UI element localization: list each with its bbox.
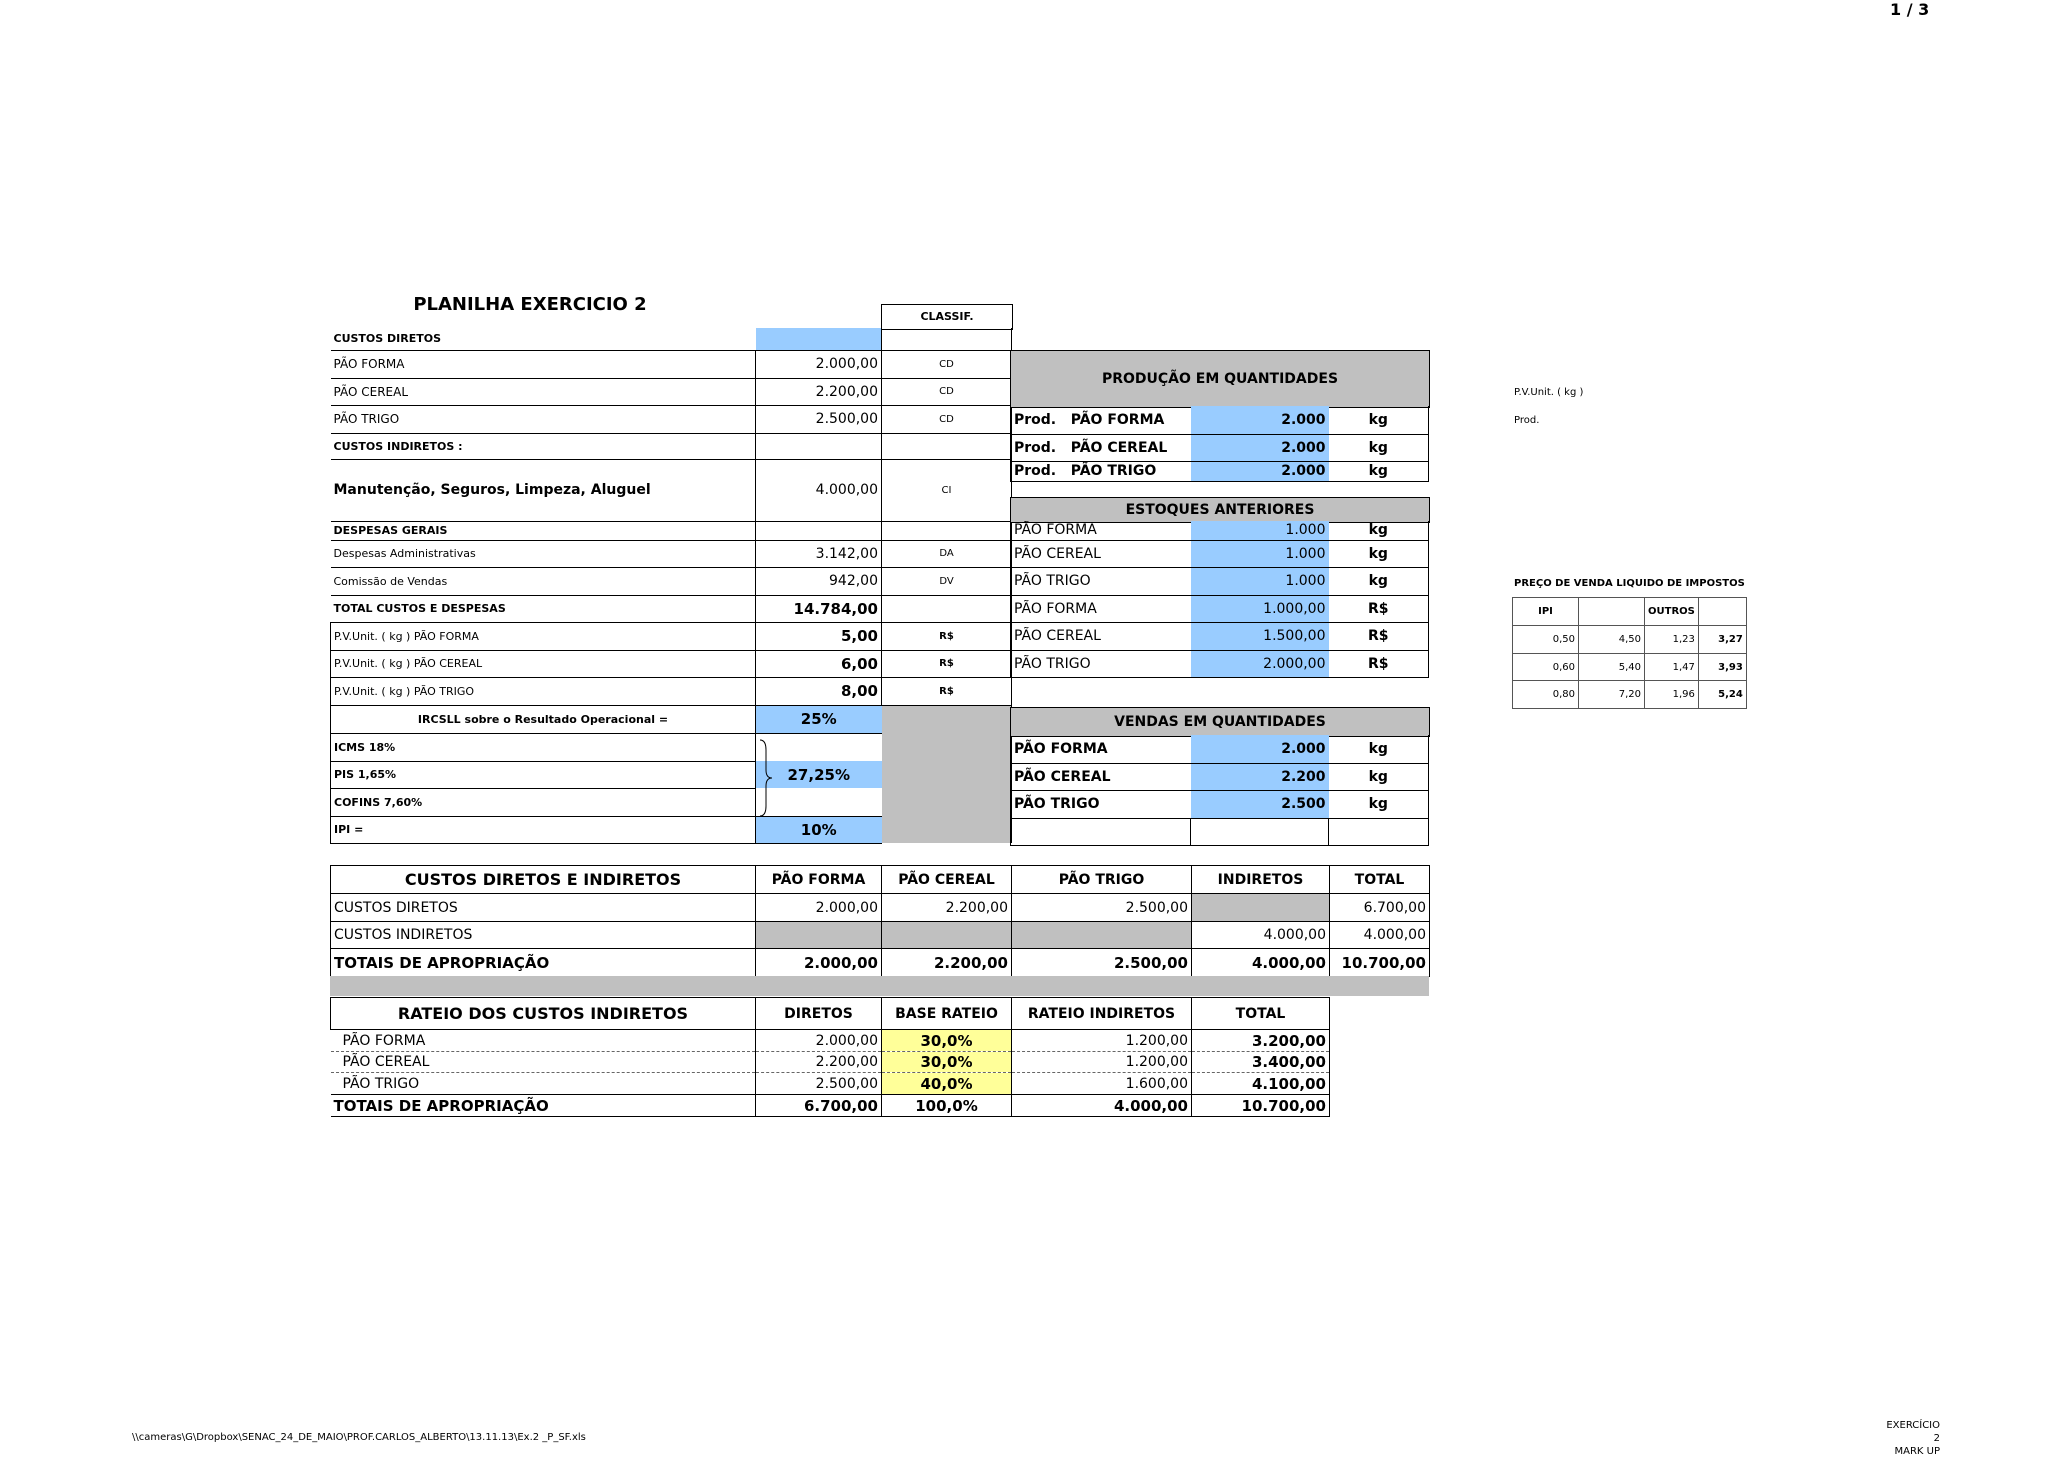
value: 1.000 [1191,521,1329,540]
label: PÃO FORMA [1011,735,1191,763]
row-pv-trigo [331,677,1012,705]
value: 1.500,00 [1191,622,1329,650]
unit: kg [1329,540,1429,567]
cell: 2.000,00 [756,1030,882,1052]
cell: 4.000,00 [1192,922,1330,949]
row-total [331,595,1012,622]
side-prod: Prod. [1514,415,1540,426]
product: PÃO CEREAL [1070,439,1168,456]
label: PÃO TRIGO [1011,650,1191,677]
value: 1.000 [1191,540,1329,567]
unit: R$ [1329,650,1429,677]
estoques-row [1011,595,1429,622]
side-pv-unit: P.V.Unit. ( kg ) [1514,387,1584,398]
producao-row [1011,434,1429,461]
preco-venda-table [1512,597,1747,709]
header-outros: OUTROS [1645,598,1699,626]
cell: 1,47 [1645,654,1699,681]
value: 2.000 [1191,735,1329,763]
preco-row [1513,626,1747,654]
cell: 2.500,00 [1012,949,1192,977]
cell: 1,23 [1645,626,1699,654]
value: 2.200,00 [756,378,882,405]
unit: kg [1329,406,1429,434]
row-ircsll [331,705,1012,733]
label: PÃO TRIGO [1011,567,1191,595]
estoques-row [1011,540,1429,567]
cell [1192,894,1330,922]
label: PÃO FORMA [1011,521,1191,540]
header: PÃO CEREAL [882,866,1012,894]
value: 1.000 [1191,567,1329,595]
label: COFINS 7,60% [331,788,756,816]
cell [882,922,1012,949]
estoques-row [1011,650,1429,677]
product: PÃO FORMA [1070,411,1165,428]
cell: 1.200,00 [1012,1030,1192,1052]
label [1011,406,1191,434]
unit: R$ [882,677,1012,705]
cdi-total-row [331,949,1430,977]
blank-cell [882,595,1012,622]
row-custos-diretos [331,328,1012,350]
label: TOTAIS DE APROPRIAÇÃO [331,949,756,977]
blank-cell [756,328,882,350]
header: PÃO FORMA [756,866,882,894]
prefix: Prod. [1014,411,1057,428]
cell: 2.000,00 [756,894,882,922]
row-comissao [331,567,1012,595]
blank-cell [882,433,1012,459]
label: PÃO CEREAL [331,378,756,405]
rateio-row [331,1073,1330,1095]
label: CUSTOS DIRETOS [331,328,756,350]
label: TOTAL CUSTOS E DESPESAS [331,595,756,622]
label: ICMS 18% [331,733,756,761]
cell: 100,0% [882,1095,1012,1117]
classif: DV [882,567,1012,595]
preco-row [1513,654,1747,681]
label [1011,434,1191,461]
classif: CD [882,378,1012,405]
preco-venda-title: PREÇO DE VENDA LIQUIDO DE IMPOSTOS [1514,578,1745,589]
cell: 10.700,00 [1330,949,1430,977]
cell: 5,40 [1579,654,1645,681]
header: RATEIO DOS CUSTOS INDIRETOS [331,998,756,1030]
value: 10% [756,816,882,843]
value: 5,00 [756,622,882,650]
value: 8,00 [756,677,882,705]
row-pao-cereal [331,378,1012,405]
cdi-row [331,894,1430,922]
cell: 2.200,00 [882,894,1012,922]
value: 1.000,00 [1191,595,1329,622]
label: PÃO CEREAL [1011,763,1191,790]
label: Comissão de Vendas [331,567,756,595]
unit: kg [1329,735,1429,763]
value: 2.500,00 [756,405,882,433]
unit: R$ [1329,595,1429,622]
value: 6,00 [756,650,882,677]
row-pao-trigo [331,405,1012,433]
label: P.V.Unit. ( kg ) PÃO TRIGO [331,677,756,705]
preco-header-row [1513,598,1747,626]
estoques-row [1011,622,1429,650]
blank-cell [882,328,1012,350]
unit: R$ [882,650,1012,677]
label: Manutenção, Seguros, Limpeza, Aluguel [331,459,756,521]
preco-row [1513,681,1747,709]
classif: CD [882,405,1012,433]
producao-table [1010,406,1429,482]
unit: kg [1329,567,1429,595]
unit: R$ [882,622,1012,650]
cell: 3,93 [1698,654,1746,681]
cell: 4.000,00 [1012,1095,1192,1117]
cell [756,922,882,949]
cell: 6.700,00 [1330,894,1430,922]
footer-sheet-name [1880,1419,1940,1458]
label: TOTAIS DE APROPRIAÇÃO [331,1095,756,1117]
cell: 1.200,00 [1012,1052,1192,1073]
prefix: Prod. [1014,439,1057,456]
label: CUSTOS DIRETOS [331,894,756,922]
cell: 2.000,00 [756,949,882,977]
label: CUSTOS INDIRETOS : [331,433,756,459]
classif: CI [882,459,1012,521]
rateio-table [330,997,1330,1117]
value: 2.000 [1191,434,1329,461]
cell: 4.000,00 [1192,949,1330,977]
prefix: Prod. [1014,463,1057,479]
cell: 10.700,00 [1192,1095,1330,1117]
header-ipi: IPI [1513,598,1579,626]
value: 2.500 [1191,790,1329,818]
blank-cell [1329,818,1429,845]
unit: kg [1329,434,1429,461]
unit: kg [1329,461,1429,481]
cell: 1,96 [1645,681,1699,709]
rateio-header-row [331,998,1330,1030]
blank-cell [756,521,882,540]
value: 942,00 [756,567,882,595]
label: DESPESAS GERAIS [331,521,756,540]
footer-line-2: MARK UP [1894,1446,1940,1457]
header: BASE RATEIO [882,998,1012,1030]
vendas-table [1010,735,1429,846]
cdi-header-row [331,866,1430,894]
row-despesas-gerais [331,521,1012,540]
label: PÃO TRIGO [331,405,756,433]
header: CUSTOS DIRETOS E INDIRETOS [331,866,756,894]
cell: 40,0% [882,1073,1012,1095]
classif: DA [882,540,1012,567]
label: IPI = [331,816,756,843]
value: 2.000 [1191,461,1329,481]
label: IRCSLL sobre o Resultado Operacional = [331,705,756,733]
vendas-row [1011,818,1429,845]
cell: 4.100,00 [1192,1073,1330,1095]
label: PÃO TRIGO [1011,790,1191,818]
header: PÃO TRIGO [1012,866,1192,894]
cell: 0,60 [1513,654,1579,681]
header: RATEIO INDIRETOS [1012,998,1192,1030]
unit: kg [1329,763,1429,790]
cell: 2.500,00 [1012,894,1192,922]
cell: 2.500,00 [756,1073,882,1095]
cell: 4.000,00 [1330,922,1430,949]
gray-block [882,705,1012,843]
classif-header: CLASSIF. [881,304,1013,330]
rateio-row [331,1052,1330,1073]
brace-icon [756,738,776,818]
blank-cell [1191,818,1329,845]
cdi-row [331,922,1430,949]
value: 25% [756,705,882,733]
label: CUSTOS INDIRETOS [331,922,756,949]
cell: 1.600,00 [1012,1073,1192,1095]
cell: 6.700,00 [756,1095,882,1117]
label: P.V.Unit. ( kg ) PÃO CEREAL [331,650,756,677]
blank-cell [1011,818,1191,845]
label: PÃO FORMA [1011,595,1191,622]
value: 2.000 [1191,406,1329,434]
label [1011,461,1191,481]
row-pv-cereal [331,650,1012,677]
cell: 7,20 [1579,681,1645,709]
footer-line-1: EXERCÍCIO 2 [1886,1420,1940,1444]
page-title: PLANILHA EXERCICIO 2 [413,294,647,315]
row-pao-forma [331,350,1012,378]
cell [1012,922,1192,949]
label: PÃO CEREAL [1011,622,1191,650]
footer-file-path: \\cameras\G\Dropbox\SENAC_24_DE_MAIO\PROF.CARLOS_ALBERTO\13.11.13\Ex.2 _P_SF.xls [132,1432,586,1443]
cell: 5,24 [1698,681,1746,709]
value: 14.784,00 [756,595,882,622]
value: 3.142,00 [756,540,882,567]
header-blank [1698,598,1746,626]
cell: 30,0% [882,1030,1012,1052]
estoques-row [1011,567,1429,595]
page-number: 1 / 3 [1890,0,1930,19]
header: TOTAL [1330,866,1430,894]
cell: 2.200,00 [882,949,1012,977]
cell: 3.200,00 [1192,1030,1330,1052]
producao-header: PRODUÇÃO EM QUANTIDADES [1010,350,1430,408]
label: PÃO CEREAL [331,1052,756,1073]
blank-cell [882,521,1012,540]
unit: R$ [1329,622,1429,650]
row-custos-indiretos [331,433,1012,459]
custos-diretos-indiretos-table [330,865,1430,977]
cell: 4,50 [1579,626,1645,654]
row-pv-forma [331,622,1012,650]
cell: 3.400,00 [1192,1052,1330,1073]
vendas-row [1011,763,1429,790]
cell: 0,50 [1513,626,1579,654]
label: PÃO TRIGO [331,1073,756,1095]
cell: 3,27 [1698,626,1746,654]
header: TOTAL [1192,998,1330,1030]
label: PÃO FORMA [331,1030,756,1052]
cell: 30,0% [882,1052,1012,1073]
estoques-header: ESTOQUES ANTERIORES [1010,497,1430,523]
blank-cell [756,433,882,459]
cell: 0,80 [1513,681,1579,709]
row-despesas-adm [331,540,1012,567]
header: DIRETOS [756,998,882,1030]
label: PIS 1,65% [331,761,756,788]
main-cost-table [330,328,1012,844]
value: 2.000,00 [1191,650,1329,677]
rateio-row [331,1030,1330,1052]
value: 4.000,00 [756,459,882,521]
product: PÃO TRIGO [1070,463,1157,479]
vendas-row [1011,735,1429,763]
row-manutencao [331,459,1012,521]
label: PÃO CEREAL [1011,540,1191,567]
producao-row [1011,461,1429,481]
header: INDIRETOS [1192,866,1330,894]
classif: CD [882,350,1012,378]
estoques-table [1010,521,1429,678]
gray-separator [330,976,1429,996]
header-blank [1579,598,1645,626]
vendas-row [1011,790,1429,818]
label: P.V.Unit. ( kg ) PÃO FORMA [331,622,756,650]
taxes-total: 27,25% [756,761,882,788]
unit: kg [1329,790,1429,818]
value: 2.200 [1191,763,1329,790]
unit: kg [1329,521,1429,540]
producao-row [1011,406,1429,434]
label: Despesas Administrativas [331,540,756,567]
label: PÃO FORMA [331,350,756,378]
cell: 2.200,00 [756,1052,882,1073]
value: 2.000,00 [756,350,882,378]
estoques-row [1011,521,1429,540]
rateio-total-row [331,1095,1330,1117]
vendas-header: VENDAS EM QUANTIDADES [1010,707,1430,737]
